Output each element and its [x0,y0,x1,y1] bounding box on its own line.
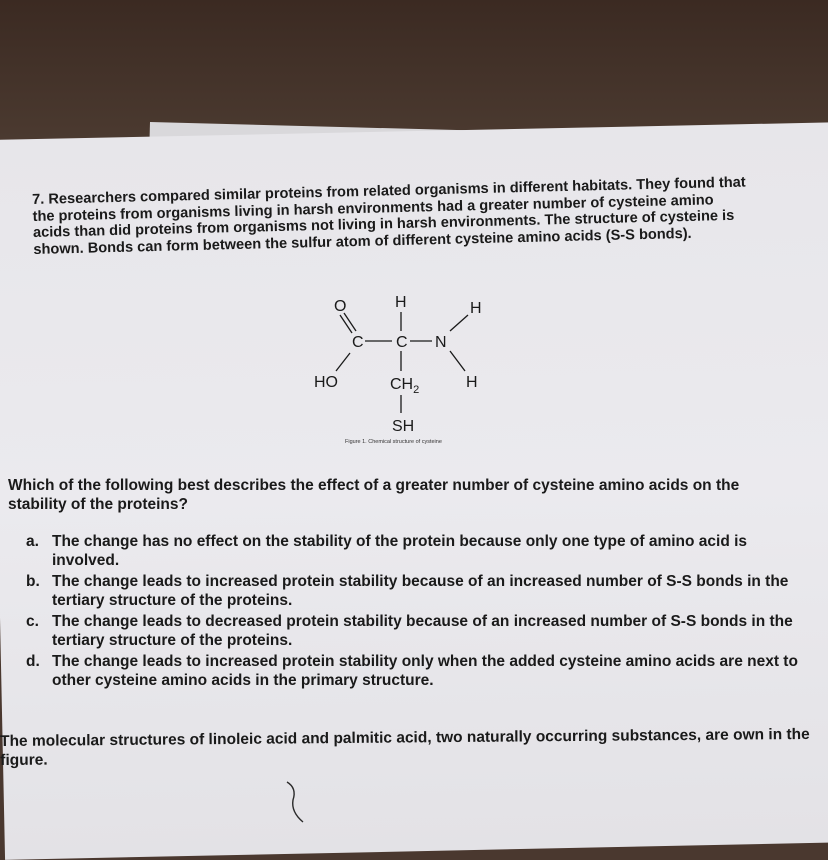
atom-h-top-right: H [470,300,482,317]
choice-letter: b. [26,573,40,590]
question-stem: Which of the following best describes the effect of a greater number of cysteine amino acids on the stability of the proteins? [8,477,740,513]
figure-caption: Figure 1. Chemical structure of cysteine [345,439,442,445]
atom-ho: HO [314,374,338,391]
atom-n: N [435,334,447,351]
atom-c1: C [352,334,364,351]
choice-letter: a. [26,533,39,550]
choice-text: The change leads to increased protein stability only when the added cysteine amino acids are next to other cysteine amino acids in the primary structure. [52,653,798,689]
atom-o: O [334,298,347,315]
choice-letter: c. [26,613,39,630]
atom-h-bottom-right: H [466,374,478,391]
pencil-mark-icon [283,778,323,828]
next-question-text: The molecular structures of linoleic acid and palmitic acid, two naturally occurring substances, are own in the figure. [0,725,810,769]
choice-text: The change leads to increased protein stability because of an increased number of S-S bonds in the tertiary structure of the proteins. [52,573,789,609]
cysteine-structure-figure [300,285,490,445]
dark-background [0,0,828,140]
atom-c2: C [396,334,408,351]
bond-lines [336,312,468,413]
atom-h-top: H [395,294,407,311]
choice-text: The change leads to decreased protein stability because of an increased number of S-S bonds in the tertiary structure of the proteins. [52,613,793,649]
cysteine-structure-svg [300,285,490,445]
choice-a [10,532,810,570]
atom-ch2: $CH_2$ [390,376,420,396]
question-7-text: 7. Researchers compared similar proteins from related organisms in different habitats. They found that the proteins from organisms living in harsh environments had a greater number of cysteine amino acids than did proteins from organisms not living in harsh environments. The structure of cysteine is shown. Bonds can form between the sulfur atom of different cysteine amino acids (S-S bonds). [32,174,746,258]
choice-letter: d. [26,653,40,670]
answer-choices [10,532,810,692]
choice-d [10,652,810,690]
choice-c [10,612,810,650]
choice-text: The change has no effect on the stability of the protein because only one type of amino acid is involved. [52,533,748,569]
atom-sh: SH [392,418,415,435]
choice-b [10,572,810,610]
